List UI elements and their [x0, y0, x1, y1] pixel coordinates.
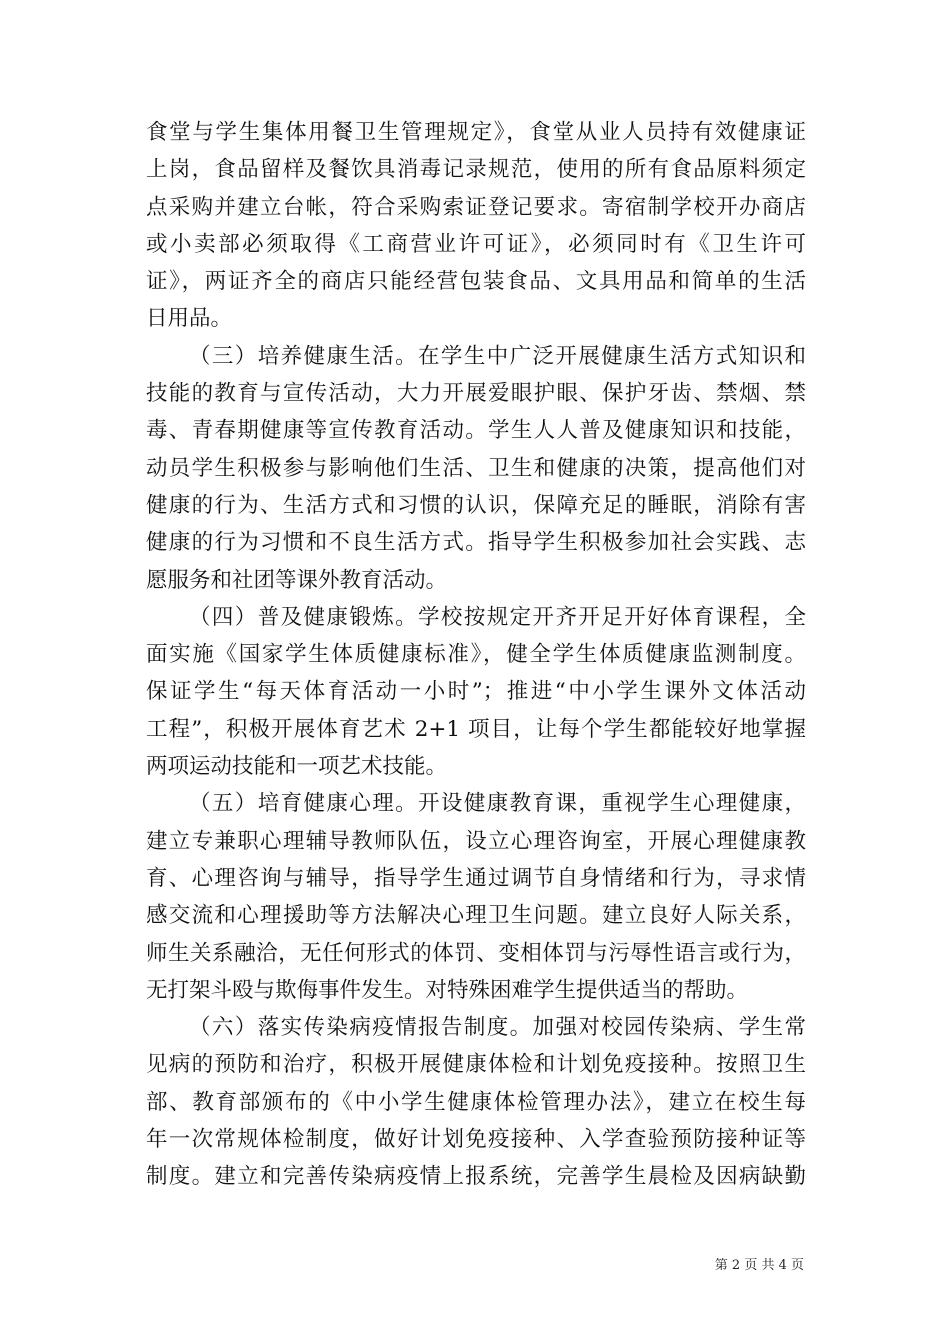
text-line: 动员学生积极参与影响他们生活、卫生和健康的决策，提高他们对	[146, 455, 806, 481]
text-line: 或小卖部必须取得《工商营业许可证》，必须同时有《卫生许可	[146, 231, 806, 257]
text-line: 面实施《国家学生体质健康标准》，健全学生体质健康监测制度。	[146, 642, 806, 668]
text-line: 证》，两证齐全的商店只能经营包装食品、文具用品和简单的生活	[146, 269, 806, 295]
text-line: 日用品。	[146, 306, 233, 332]
text-line: 年一次常规体检制度，做好计划免疫接种、入学查验预防接种证等	[146, 1127, 806, 1153]
page-number: 第 2 页 共 4 页	[714, 1258, 804, 1273]
text-line: 建立专兼职心理辅导教师队伍，设立心理咨询室，开展心理健康教	[146, 828, 806, 854]
text-line: 制度。建立和完善传染病疫情上报系统，完善学生晨检及因病缺勤	[146, 1164, 806, 1190]
text-line: 部、教育部颁布的《中小学生健康体检管理办法》，建立在校生每	[146, 1089, 806, 1115]
text-line: 技能的教育与宣传活动，大力开展爱眼护眼、保护牙齿、禁烟、禁	[146, 381, 806, 407]
text-line: 感交流和心理援助等方法解决心理卫生问题。建立良好人际关系，	[146, 903, 806, 929]
text-line: （六）落实传染病疫情报告制度。加强对校园传染病、学生常	[189, 1015, 806, 1041]
text-line: 育、心理咨询与辅导，指导学生通过调节自身情绪和行为，寻求情	[146, 865, 806, 891]
text-line: 保证学生“每天体育活动一小时”；推进“中小学生课外文体活动	[146, 679, 806, 705]
text-line: （五）培育健康心理。开设健康教育课，重视学生心理健康，	[189, 791, 806, 817]
text-line: 上岗，食品留样及餐饮具消毒记录规范，使用的所有食品原料须定	[146, 157, 806, 183]
text-line: （三）培养健康生活。在学生中广泛开展健康生活方式知识和	[189, 343, 806, 369]
text-line: 无打架斗殴与欺侮事件发生。对特殊困难学生提供适当的帮助。	[146, 977, 749, 1003]
text-line: 愿服务和社团等课外教育活动。	[146, 567, 448, 593]
text-line: 两项运动技能和一项艺术技能。	[146, 754, 448, 780]
text-line: 健康的行为、生活方式和习惯的认识，保障充足的睡眠，消除有害	[146, 492, 806, 518]
text-line: （四）普及健康锻炼。学校按规定开齐开足开好体育课程，全	[189, 604, 806, 630]
text-line: 食堂与学生集体用餐卫生管理规定》，食堂从业人员持有效健康证	[146, 120, 806, 145]
document-body	[146, 114, 806, 1196]
text-line: 毒、青春期健康等宣传教育活动。学生人人普及健康知识和技能，	[146, 418, 806, 444]
text-line: 健康的行为习惯和不良生活方式。指导学生积极参加社会实践、志	[146, 530, 806, 556]
text-line: 工程”，积极开展体育艺术 2+1 项目，让每个学生都能较好地掌握	[146, 716, 806, 742]
text-line: 见病的预防和治疗，积极开展健康体检和计划免疫接种。按照卫生	[146, 1052, 806, 1078]
text-line: 点采购并建立台帐，符合采购索证登记要求。寄宿制学校开办商店	[146, 194, 806, 220]
text-line: 师生关系融洽，无任何形式的体罚、变相体罚与污辱性语言或行为，	[146, 940, 806, 966]
